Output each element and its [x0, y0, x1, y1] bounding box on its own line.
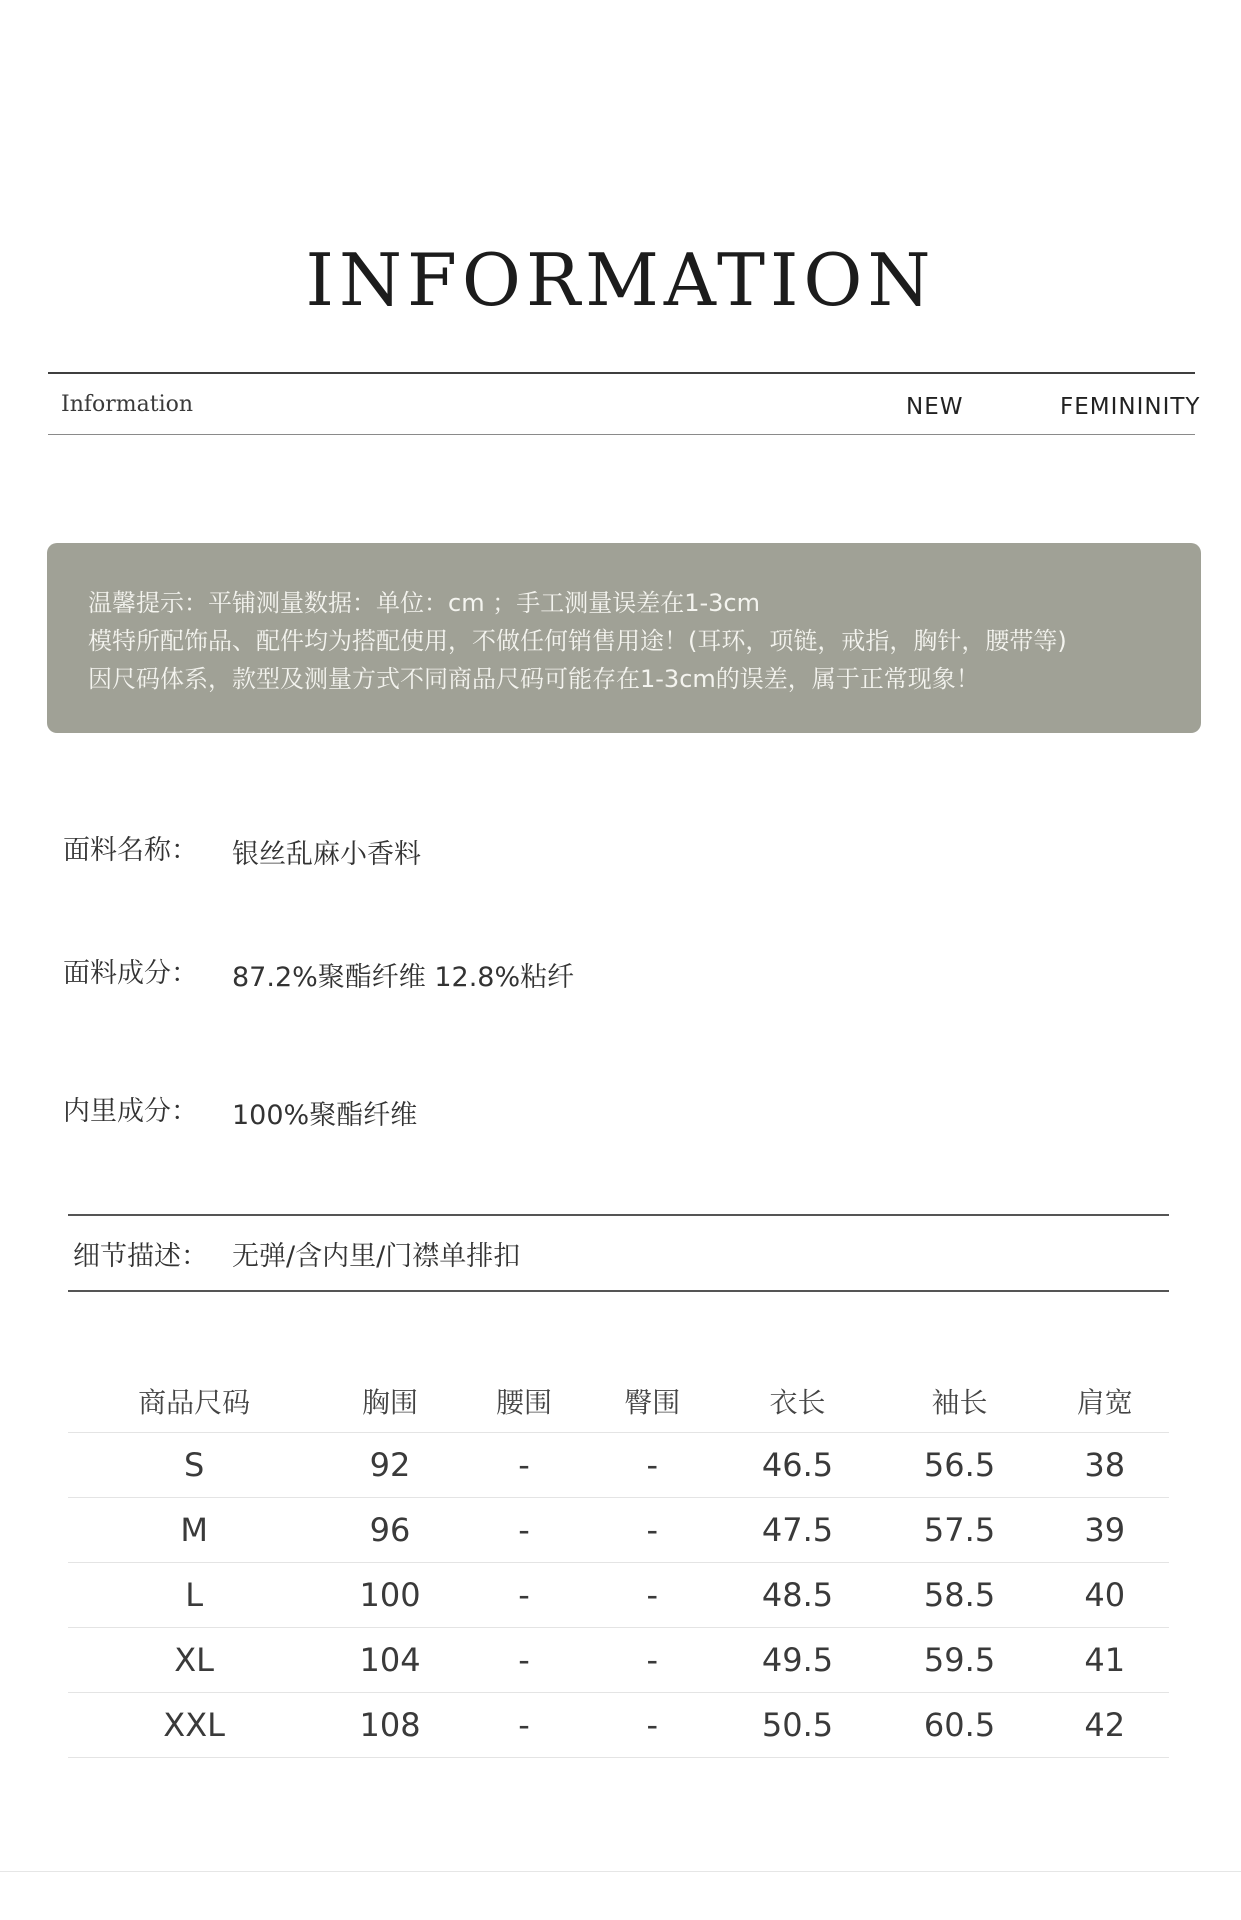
femininity-label: FEMININITY [1060, 394, 1201, 420]
details-label: 细节描述： [73, 1241, 208, 1272]
cell-shoulder: 41 [1041, 1628, 1169, 1693]
cell-chest: 108 [320, 1693, 460, 1758]
cell-waist: - [460, 1433, 588, 1498]
cell-length: 47.5 [716, 1498, 878, 1563]
notice-box [47, 543, 1201, 733]
cell-length: 50.5 [716, 1693, 878, 1758]
page-bottom-divider [0, 1871, 1241, 1872]
fabric-composition-label: 面料成分： [63, 958, 198, 989]
cell-sleeve: 56.5 [879, 1433, 1041, 1498]
cell-hip: - [588, 1498, 716, 1563]
table-row [68, 1693, 1169, 1758]
cell-size: XL [68, 1628, 320, 1693]
header-top-rule [48, 372, 1195, 374]
header-shoulder: 肩宽 [1041, 1370, 1169, 1433]
table-row [68, 1433, 1169, 1498]
table-row [68, 1628, 1169, 1693]
fabric-name-label: 面料名称： [63, 835, 198, 866]
header-hip: 臀围 [588, 1370, 716, 1433]
cell-hip: - [588, 1433, 716, 1498]
lining-composition-value: 100%聚酯纤维 [232, 1100, 418, 1131]
details-value: 无弹/含内里/门襟单排扣 [232, 1241, 521, 1272]
cell-sleeve: 57.5 [879, 1498, 1041, 1563]
header-length: 衣长 [716, 1370, 878, 1433]
header-sleeve: 袖长 [879, 1370, 1041, 1433]
fabric-name-value: 银丝乱麻小香料 [232, 839, 421, 870]
cell-waist: - [460, 1498, 588, 1563]
table-header-row [68, 1370, 1169, 1433]
cell-chest: 100 [320, 1563, 460, 1628]
cell-hip: - [588, 1563, 716, 1628]
cell-chest: 104 [320, 1628, 460, 1693]
cell-length: 46.5 [716, 1433, 878, 1498]
notice-line: 模特所配饰品、配件均为搭配使用，不做任何销售用途！(耳环，项链，戒指，胸针，腰带等) [88, 627, 1067, 655]
lining-composition-label: 内里成分： [63, 1096, 198, 1127]
cell-waist: - [460, 1693, 588, 1758]
notice-line: 因尺码体系，款型及测量方式不同商品尺码可能存在1-3cm的误差，属于正常现象！ [88, 665, 980, 693]
cell-size: XXL [68, 1693, 320, 1758]
cell-shoulder: 42 [1041, 1693, 1169, 1758]
fabric-composition-value: 87.2%聚酯纤维 12.8%粘纤 [232, 962, 575, 993]
cell-shoulder: 40 [1041, 1563, 1169, 1628]
cell-sleeve: 59.5 [879, 1628, 1041, 1693]
details-bottom-rule [68, 1290, 1169, 1292]
cell-length: 49.5 [716, 1628, 878, 1693]
header-bottom-rule [48, 434, 1195, 435]
cell-hip: - [588, 1693, 716, 1758]
page-title: INFORMATION [305, 238, 936, 322]
header-size: 商品尺码 [68, 1370, 320, 1433]
header-waist: 腰围 [460, 1370, 588, 1433]
cell-waist: - [460, 1563, 588, 1628]
details-top-rule [68, 1214, 1169, 1216]
cell-shoulder: 38 [1041, 1433, 1169, 1498]
cell-size: S [68, 1433, 320, 1498]
table-row [68, 1563, 1169, 1628]
cell-hip: - [588, 1628, 716, 1693]
notice-line: 温馨提示：平铺测量数据：单位：cm ；手工测量误差在1-3cm [88, 589, 760, 617]
cell-chest: 96 [320, 1498, 460, 1563]
cell-shoulder: 39 [1041, 1498, 1169, 1563]
new-label: NEW [906, 394, 964, 420]
header-chest: 胸围 [320, 1370, 460, 1433]
cell-sleeve: 58.5 [879, 1563, 1041, 1628]
cell-chest: 92 [320, 1433, 460, 1498]
cell-length: 48.5 [716, 1563, 878, 1628]
cell-sleeve: 60.5 [879, 1693, 1041, 1758]
cell-waist: - [460, 1628, 588, 1693]
information-subtitle: Information [61, 392, 194, 417]
table-row [68, 1498, 1169, 1563]
cell-size: M [68, 1498, 320, 1563]
size-table [68, 1370, 1169, 1758]
cell-size: L [68, 1563, 320, 1628]
